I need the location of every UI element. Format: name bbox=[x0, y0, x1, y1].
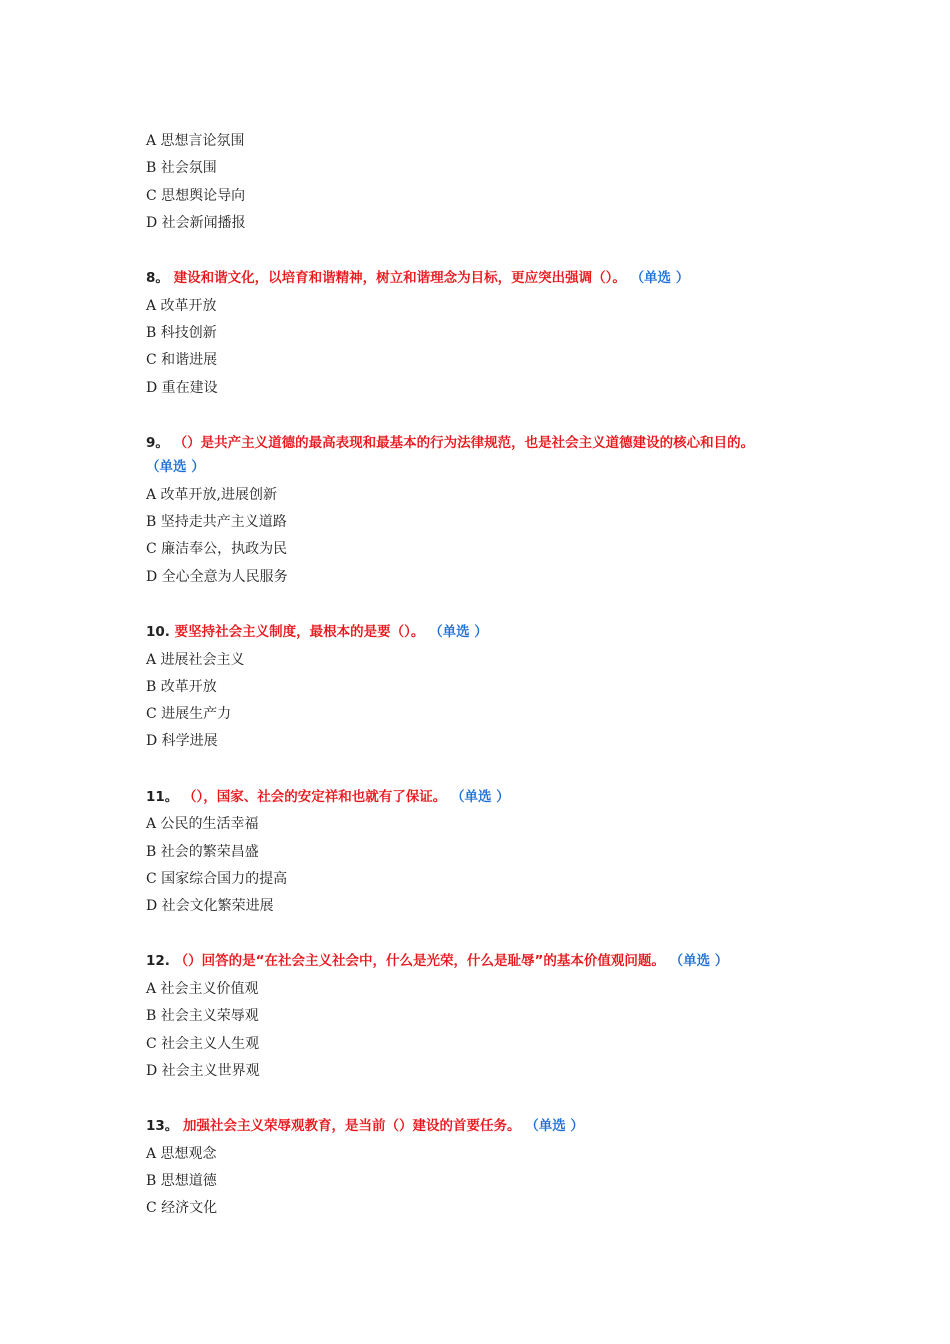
question-type: （单选 ） bbox=[525, 1118, 584, 1135]
question-number: 9。 bbox=[146, 434, 169, 451]
option-11d: D 社会文化繁荣进展 bbox=[146, 898, 274, 915]
option-12b: B 社会主义荣辱观 bbox=[146, 1008, 259, 1025]
question-type: （单选 ） bbox=[450, 788, 510, 805]
option-11a: A 公民的生活幸福 bbox=[146, 816, 259, 833]
question-9-stem bbox=[146, 429, 806, 482]
question-12 bbox=[146, 947, 846, 1085]
question-type: （单选 ） bbox=[146, 459, 205, 476]
option-10d: D 科学进展 bbox=[146, 733, 218, 750]
question-text: （）是共产主义道德的最高表现和最基本的行为法律规范，也是社会主义道德建设的核心和目的。 bbox=[173, 434, 755, 451]
question-13 bbox=[146, 1112, 846, 1222]
question-number: 11。 bbox=[146, 788, 179, 805]
option-10a: A 进展社会主义 bbox=[146, 651, 245, 668]
option-8b: B 科技创新 bbox=[146, 324, 217, 341]
question-12-stem bbox=[146, 947, 846, 976]
option-9c: C 廉洁奉公，执政为民 bbox=[146, 541, 288, 558]
option-7b: B 社会氛围 bbox=[146, 160, 217, 177]
question-10 bbox=[146, 618, 846, 756]
question-8-stem bbox=[146, 264, 846, 293]
question-number: 10. bbox=[146, 624, 170, 641]
question-13-stem bbox=[146, 1112, 846, 1141]
option-7c: C 思想舆论导向 bbox=[146, 187, 246, 204]
question-text: 加强社会主义荣辱观教育，是当前（）建设的首要任务。 bbox=[183, 1118, 521, 1135]
option-8a: A 改革开放 bbox=[146, 297, 217, 314]
question-number: 13。 bbox=[146, 1118, 179, 1135]
option-10c: C 进展生产力 bbox=[146, 706, 232, 723]
option-12a: A 社会主义价值观 bbox=[146, 980, 259, 997]
question-type: （单选 ） bbox=[429, 624, 488, 641]
question-11 bbox=[146, 783, 846, 921]
option-13c: C 经济文化 bbox=[146, 1200, 218, 1217]
option-8c: C 和谐进展 bbox=[146, 352, 218, 369]
question-text: （）回答的是“在社会主义社会中，什么是光荣，什么是耻辱”的基本价值观问题。 bbox=[174, 953, 665, 970]
option-9b: B 坚持走共产主义道路 bbox=[146, 514, 287, 531]
option-11c: C 国家综合国力的提高 bbox=[146, 870, 288, 887]
option-13a: A 思想观念 bbox=[146, 1145, 217, 1162]
option-10b: B 改革开放 bbox=[146, 678, 217, 695]
question-9 bbox=[146, 429, 846, 591]
question-type: （单选 ） bbox=[630, 270, 690, 287]
option-12c: C 社会主义人生观 bbox=[146, 1035, 260, 1052]
question-8 bbox=[146, 264, 846, 402]
question-text: 建设和谐文化，以培育和谐精神，树立和谐理念为目标，更应突出强调（）。 bbox=[173, 270, 626, 287]
question-number: 12. bbox=[146, 953, 170, 970]
option-7d: D 社会新闻播报 bbox=[146, 214, 246, 231]
option-8d: D 重在建设 bbox=[146, 379, 218, 396]
question-7-options bbox=[146, 128, 846, 237]
question-11-stem bbox=[146, 783, 846, 812]
option-12d: D 社会主义世界观 bbox=[146, 1062, 260, 1079]
question-text: （），国家、社会的安定祥和也就有了保证。 bbox=[183, 788, 447, 805]
question-10-stem bbox=[146, 618, 846, 647]
option-7a: A 思想言论氛围 bbox=[146, 133, 245, 149]
question-list bbox=[146, 128, 846, 1223]
question-number: 8。 bbox=[146, 270, 169, 287]
question-text: 要坚持社会主义制度，最根本的是要（）。 bbox=[174, 624, 425, 641]
question-type: （单选 ） bbox=[669, 953, 729, 970]
option-11b: B 社会的繁荣昌盛 bbox=[146, 843, 259, 860]
option-9d: D 全心全意为人民服务 bbox=[146, 568, 288, 585]
option-13b: B 思想道德 bbox=[146, 1172, 217, 1189]
option-9a: A 改革开放,进展创新 bbox=[146, 486, 278, 503]
